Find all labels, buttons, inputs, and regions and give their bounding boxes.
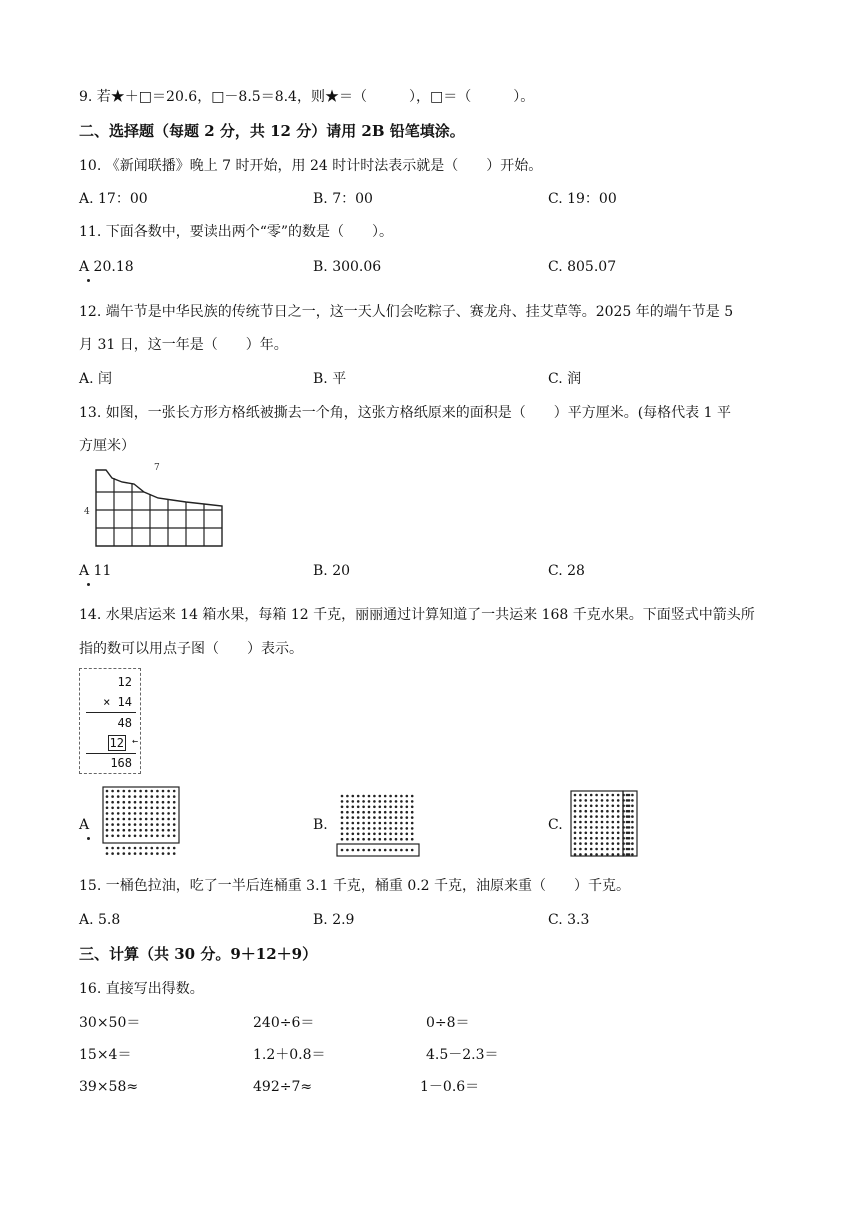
q14-option-c[interactable]: C. — [548, 817, 563, 833]
partial-product-1: 48 — [117, 716, 132, 730]
option-dot — [87, 279, 90, 282]
q12-option-b[interactable]: B. 平 — [313, 371, 347, 387]
question-12-stem-line2: 月 31 日，这一年是（ ）年。 — [79, 337, 288, 353]
divider-line — [86, 712, 136, 713]
svg-text:4: 4 — [84, 507, 90, 517]
q12-option-a[interactable]: A. 闰 — [79, 371, 113, 387]
divider-line — [86, 753, 136, 754]
q11-option-c[interactable]: C. 805.07 — [548, 259, 617, 275]
q14-option-a[interactable]: A — [79, 817, 90, 833]
calc-item: 30×50＝ — [79, 1015, 141, 1031]
question-13-stem-line2: 方厘米） — [79, 438, 135, 454]
calc-item: 1.2＋0.8＝ — [253, 1047, 326, 1063]
question-14-stem-line1: 14. 水果店运来 14 箱水果，每箱 12 千克，丽丽通过计算知道了一共运来 168 千克水果。下面竖式中箭头所 — [79, 607, 755, 623]
question-11-stem: 11. 下面各数中，要读出两个“零”的数是（ ）。 — [79, 224, 394, 240]
option-dot — [87, 837, 90, 840]
q11-option-a[interactable]: A 20.18 — [79, 259, 134, 275]
arrow-left-icon: ← — [131, 736, 138, 747]
q15-option-a[interactable]: A. 5.8 — [79, 912, 121, 928]
q15-option-b[interactable]: B. 2.9 — [313, 912, 355, 928]
q12-option-c[interactable]: C. 润 — [548, 371, 582, 387]
q14-option-b[interactable]: B. — [313, 817, 328, 833]
q10-option-a[interactable]: A. 17：00 — [79, 191, 148, 207]
dot-diagram-c[interactable] — [570, 790, 640, 858]
svg-text:7: 7 — [154, 463, 160, 473]
q13-option-b[interactable]: B. 20 — [313, 563, 351, 579]
q13-option-a[interactable]: A 11 — [79, 563, 112, 579]
calc-item: 1－0.6＝ — [420, 1079, 480, 1095]
section-2-title: 二、选择题（每题 2 分，共 12 分）请用 2B 铅笔填涂。 — [79, 122, 465, 140]
question-16-stem: 16. 直接写出得数。 — [79, 981, 204, 997]
calc-item: 15×4＝ — [79, 1047, 132, 1063]
calc-item: 0÷8＝ — [426, 1015, 470, 1031]
question-14-stem-line2: 指的数可以用点子图（ ）表示。 — [79, 641, 303, 657]
calc-item: 39×58≈ — [79, 1079, 139, 1095]
section-3-title: 三、计算（共 30 分。9＋12＋9） — [79, 945, 318, 963]
partial-product-2: 12 — [109, 736, 124, 750]
calc-item: 4.5－2.3＝ — [426, 1047, 499, 1063]
multiplicand: 12 — [117, 675, 132, 689]
question-10-stem: 10. 《新闻联播》晚上 7 时开始，用 24 时计时法表示就是（ ）开始。 — [79, 158, 543, 174]
dot-diagram-b[interactable] — [336, 792, 420, 858]
torn-grid-figure — [82, 462, 232, 550]
question-15-stem: 15. 一桶色拉油，吃了一半后连桶重 3.1 千克，桶重 0.2 千克，油原来重（ ）千克。 — [79, 878, 631, 894]
vertical-multiplication — [79, 668, 141, 774]
question-12-stem-line1: 12. 端午节是中华民族的传统节日之一，这一天人们会吃粽子、赛龙舟、挂艾草等。2025 年的端午节是 5 — [79, 304, 734, 320]
q15-option-c[interactable]: C. 3.3 — [548, 912, 590, 928]
q10-option-b[interactable]: B. 7：00 — [313, 191, 373, 207]
question-13-stem-line1: 13. 如图，一张长方形方格纸被撕去一个角，这张方格纸原来的面积是（ ）平方厘米。(每格代表 1 平 — [79, 405, 731, 421]
calc-item: 240÷6＝ — [253, 1015, 315, 1031]
dot-diagram-a[interactable] — [102, 786, 180, 858]
q10-option-c[interactable]: C. 19：00 — [548, 191, 617, 207]
result: 168 — [110, 756, 132, 770]
question-9: 9. 若★＋□＝20.6，□－8.5＝8.4，则★＝（ ），□＝（ ）。 — [79, 89, 535, 105]
q11-option-b[interactable]: B. 300.06 — [313, 259, 382, 275]
q13-option-c[interactable]: C. 28 — [548, 563, 585, 579]
calc-item: 492÷7≈ — [253, 1079, 313, 1095]
option-dot — [87, 583, 90, 586]
multiplier: × 14 — [103, 695, 132, 709]
